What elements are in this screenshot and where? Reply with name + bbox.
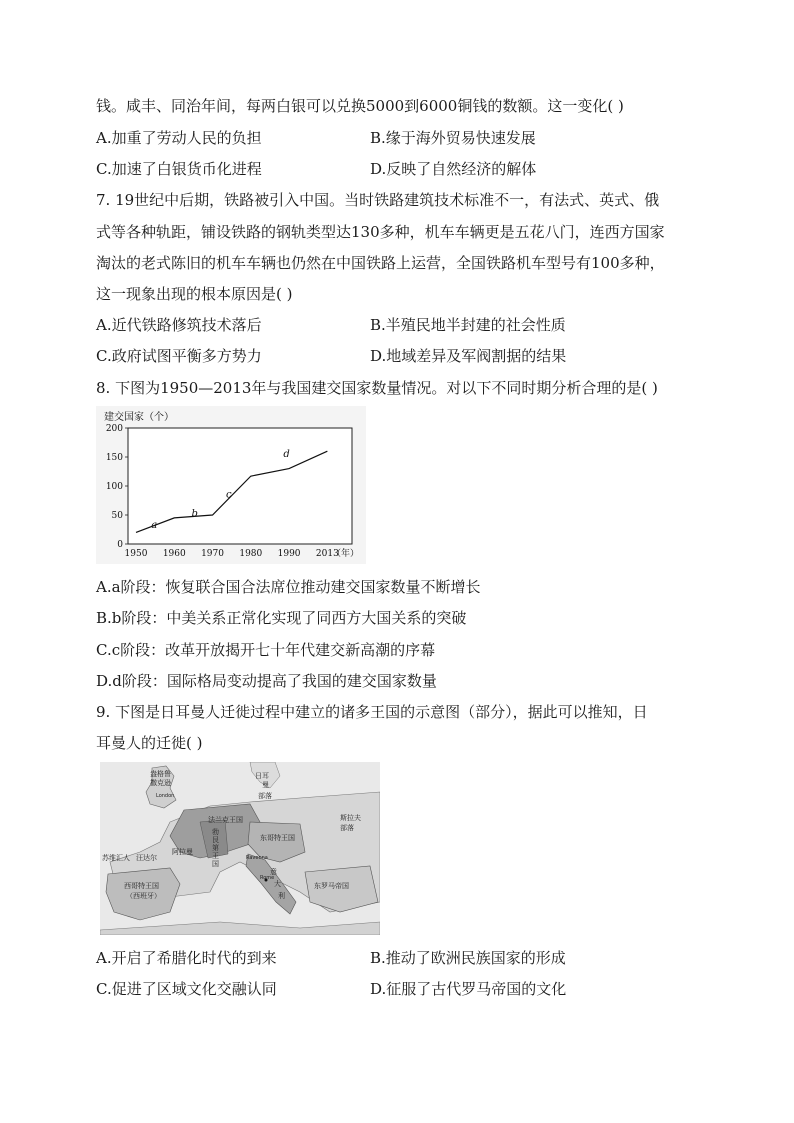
map-label-anglo: 盎格鲁 xyxy=(150,770,171,778)
q9-option-a[interactable]: A.开启了希腊化时代的到来 xyxy=(96,949,277,967)
q7-stem-line-2: 式等各种轨距，铺设铁路的钢轨类型达130多种，机车车辆更是五花八门，连西方国家 xyxy=(96,223,665,241)
x-tick-label: 1950 xyxy=(124,549,148,559)
q8-option-c[interactable]: C.c阶段：改革开放揭开七十年代建交新高潮的序幕 xyxy=(96,641,436,659)
q6-option-a[interactable]: A.加重了劳动人民的负担 xyxy=(96,129,262,147)
map-label-visigothic-2: （西班牙） xyxy=(126,892,161,900)
q6-option-d[interactable]: D.反映了自然经济的解体 xyxy=(370,160,537,178)
map-drawing xyxy=(100,762,380,935)
map-label-danish: 日耳 xyxy=(255,772,269,780)
y-tick-label: 0 xyxy=(117,540,123,550)
map-label-italy-2: 大 xyxy=(274,880,281,888)
q7-option-a[interactable]: A.近代铁路修筑技术落后 xyxy=(96,316,262,334)
map-label-saxon: 撒克逊 xyxy=(150,779,171,787)
map-label-rome: Rome xyxy=(260,875,275,881)
q7-stem-line-3: 淘汰的老式陈旧的机车车辆也仍然在中国铁路上运营，全国铁路机车型号有100多种， xyxy=(96,254,665,272)
segment-label-d: d xyxy=(283,449,290,460)
map-label-burgundy-3: 第 xyxy=(212,844,219,852)
map-label-italy-1: 意 xyxy=(270,868,277,876)
x-tick-label: 2013 xyxy=(315,549,339,559)
q9-option-d[interactable]: D.征服了古代罗马帝国的文化 xyxy=(370,980,567,998)
q8-stem: 8. 下图为1950—2013年与我国建交国家数量情况。对以下不同时期分析合理的是( ) xyxy=(96,379,658,397)
map-label-danish-2: 曼 xyxy=(262,781,269,789)
q8-option-d[interactable]: D.d阶段：国际格局变动提高了我国的建交国家数量 xyxy=(96,672,437,690)
map-label-ostrogothic: 东哥特王国 xyxy=(260,834,295,842)
segment-label-b: b xyxy=(191,508,198,520)
map-label-ravenna: Ravenna xyxy=(246,855,268,861)
q9-stem-line-2: 耳曼人的迁徙( ) xyxy=(96,734,203,752)
chart-y-label: 建交国家（个） xyxy=(104,412,174,423)
q7-stem-line-4: 这一现象出现的根本原因是( ) xyxy=(96,285,293,303)
q6-stem: 钱。咸丰、同治年间，每两白银可以兑换5000到6000铜钱的数额。这一变化( ) xyxy=(96,97,624,115)
map-label-alamanni: 阿拉曼 xyxy=(172,848,193,856)
map-label-vandal: 汪达尔 xyxy=(136,854,157,862)
map-label-slav-2: 部落 xyxy=(340,824,354,832)
q6-option-b[interactable]: B.缘于海外贸易快速发展 xyxy=(370,129,536,147)
diplomatic-relations-chart xyxy=(96,406,366,564)
map-label-italy-3: 利 xyxy=(278,892,285,900)
y-tick-label: 200 xyxy=(105,424,123,434)
map-label-frankish: 法兰克王国 xyxy=(208,816,243,824)
y-tick-label: 50 xyxy=(111,511,123,521)
q9-option-b[interactable]: B.推动了欧洲民族国家的形成 xyxy=(370,949,566,967)
q9-option-c[interactable]: C.促进了区域文化交融认同 xyxy=(96,980,277,998)
chart-plot-frame xyxy=(128,428,352,544)
map-label-burgundy-4: 王 xyxy=(212,852,219,860)
map-label-burgundy-2: 艮 xyxy=(212,836,219,844)
q8-option-b[interactable]: B.b阶段：中美关系正常化实现了同西方大国关系的突破 xyxy=(96,609,467,627)
q7-stem-line-1: 7. 19世纪中后期，铁路被引入中国。当时铁路建筑技术标准不一，有法式、英式、俄 xyxy=(96,191,660,209)
map-label-suevi: 苏维汇人 xyxy=(102,854,130,862)
y-tick-label: 150 xyxy=(105,453,123,463)
y-tick-label: 100 xyxy=(105,482,123,492)
map-label-east-roman: 东罗马帝国 xyxy=(314,882,349,890)
map-label-slav: 斯拉夫 xyxy=(340,814,361,822)
map-label-visigothic: 西哥特王国 xyxy=(124,882,159,890)
map-label-burgundy-5: 国 xyxy=(212,860,219,868)
q6-option-c[interactable]: C.加速了白银货币化进程 xyxy=(96,160,262,178)
q9-stem-line-1: 9. 下图是日耳曼人迁徙过程中建立的诸多王国的示意图（部分），据此可以推知，日 xyxy=(96,703,648,721)
q7-option-b[interactable]: B.半殖民地半封建的社会性质 xyxy=(370,316,566,334)
map-label-burgundy-1: 勃 xyxy=(212,828,219,836)
chart-x-label: （年） xyxy=(332,549,360,559)
x-tick-label: 1970 xyxy=(201,549,224,559)
x-tick-label: 1990 xyxy=(277,549,301,559)
segment-label-c: c xyxy=(225,489,232,501)
map-label-buzu: 部落 xyxy=(258,792,272,800)
q7-option-c[interactable]: C.政府试图平衡多方势力 xyxy=(96,347,262,365)
germanic-kingdoms-map xyxy=(100,762,380,935)
map-label-london: London xyxy=(156,793,175,799)
x-tick-label: 1980 xyxy=(239,549,263,559)
q8-option-a[interactable]: A.a阶段：恢复联合国合法席位推动建交国家数量不断增长 xyxy=(96,578,481,596)
q7-option-d[interactable]: D.地域差异及军阀割据的结果 xyxy=(370,347,567,365)
segment-label-a: a xyxy=(151,519,158,531)
x-tick-label: 1960 xyxy=(162,549,186,559)
